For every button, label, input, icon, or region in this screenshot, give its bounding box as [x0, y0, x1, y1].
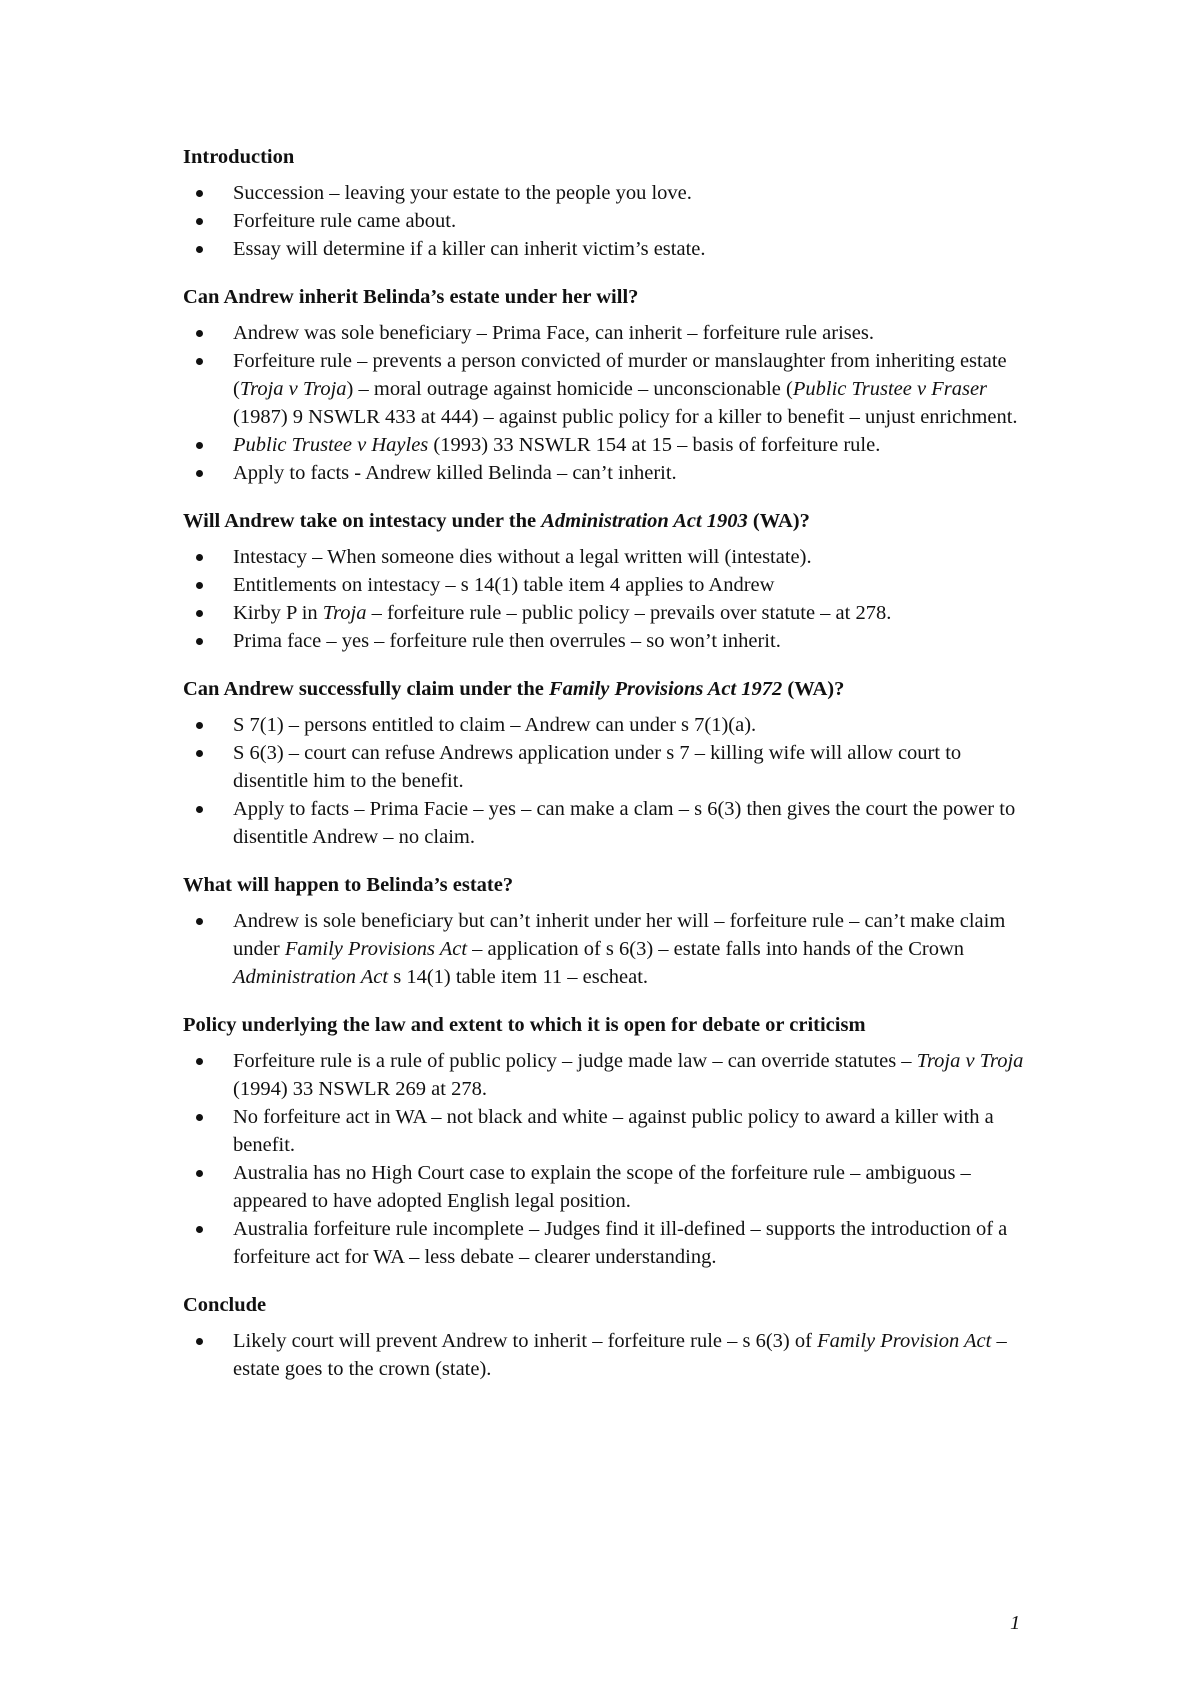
- heading-text-run: Will Andrew take on intestacy under the: [183, 510, 542, 532]
- bullet-text-run: S 7(1) – persons entitled to claim – Andrew can under s 7(1)(a).: [233, 714, 757, 736]
- section: [183, 1291, 1033, 1383]
- section: [183, 871, 1033, 991]
- bullet-list: [183, 907, 1033, 991]
- section-heading: [183, 283, 1033, 311]
- bullet-item: [183, 571, 1033, 599]
- italic-citation: Troja v Troja: [916, 1050, 1024, 1072]
- bullet-text-run: (1993) 33 NSWLR 154 at 15 – basis of forfeiture rule.: [428, 434, 881, 456]
- heading-text-run: Can Andrew inherit Belinda’s estate under her will?: [183, 286, 639, 308]
- bullet-text-run: Prima face – yes – forfeiture rule then overrules – so won’t inherit.: [233, 630, 781, 652]
- bullet-text-run: Australia forfeiture rule incomplete – Judges find it ill-defined – supports the introduction of a forfeiture act for WA – less debate – clearer understanding.: [233, 1218, 1008, 1268]
- bullet-text-run: – application of s 6(3) – estate falls into hands of the Crown: [467, 938, 965, 960]
- bullet-text-run: (1987) 9 NSWLR 433 at 444) – against public policy for a killer to benefit – unjust enrichment.: [233, 406, 1018, 428]
- heading-text-run: (WA)?: [747, 510, 810, 532]
- section-heading: [183, 507, 1033, 535]
- bullet-text-run: Forfeiture rule is a rule of public policy – judge made law – can override statutes –: [233, 1050, 917, 1072]
- heading-text-run: Introduction: [183, 146, 295, 168]
- bullet-text-run: Forfeiture rule came about.: [233, 210, 457, 232]
- bullet-dot-icon: [196, 190, 203, 197]
- bullet-text-run: Succession – leaving your estate to the people you love.: [233, 182, 692, 204]
- section: [183, 675, 1033, 851]
- italic-citation: Family Provision Act: [817, 1330, 992, 1352]
- bullet-dot-icon: [196, 218, 203, 225]
- bullet-item: [183, 179, 1033, 207]
- bullet-item: [183, 543, 1033, 571]
- bullet-dot-icon: [196, 1114, 203, 1121]
- bullet-dot-icon: [196, 246, 203, 253]
- heading-italic-run: Administration Act 1903: [541, 510, 748, 532]
- bullet-dot-icon: [196, 470, 203, 477]
- bullet-dot-icon: [196, 358, 203, 365]
- bullet-text-run: Forfeiture rule – prevents a person convicted of murder or manslaughter from inheriting estate (: [233, 350, 1007, 400]
- bullet-item: [183, 1047, 1033, 1103]
- bullet-dot-icon: [196, 1226, 203, 1233]
- bullet-text-run: Entitlements on intestacy – s 14(1) table item 4 applies to Andrew: [233, 574, 775, 596]
- bullet-item: [183, 1327, 1033, 1383]
- italic-citation: Troja: [322, 602, 367, 624]
- page-number: 1: [1010, 1612, 1021, 1634]
- bullet-text-run: Andrew is sole beneficiary but can’t inherit under her will – forfeiture rule – can’t make claim under: [233, 910, 1006, 960]
- bullet-list: [183, 179, 1033, 263]
- bullet-dot-icon: [196, 638, 203, 645]
- bullet-dot-icon: [196, 1338, 203, 1345]
- bullet-dot-icon: [196, 918, 203, 925]
- section-heading: [183, 871, 1033, 899]
- bullet-dot-icon: [196, 806, 203, 813]
- bullet-text-run: Apply to facts - Andrew killed Belinda – can’t inherit.: [233, 462, 677, 484]
- bullet-item: [183, 739, 1033, 795]
- bullet-list: [183, 711, 1033, 851]
- bullet-list: [183, 543, 1033, 655]
- section-heading: [183, 143, 1033, 171]
- heading-text-run: (WA)?: [782, 678, 845, 700]
- bullet-text-run: Apply to facts – Prima Facie – yes – can make a clam – s 6(3) then gives the court the power to disentitle Andrew – no claim.: [233, 798, 1016, 848]
- bullet-text-run: Likely court will prevent Andrew to inherit – forfeiture rule – s 6(3) of: [233, 1330, 818, 1352]
- heading-text-run: Policy underlying the law and extent to which it is open for debate or criticism: [183, 1014, 866, 1036]
- bullet-text-run: Australia has no High Court case to explain the scope of the forfeiture rule – ambiguous – appeared to have adopted English legal position.: [233, 1162, 971, 1212]
- bullet-dot-icon: [196, 330, 203, 337]
- bullet-item: [183, 907, 1033, 991]
- bullet-dot-icon: [196, 442, 203, 449]
- heading-text-run: What will happen to Belinda’s estate?: [183, 874, 514, 896]
- bullet-item: [183, 627, 1033, 655]
- bullet-item: [183, 599, 1033, 627]
- bullet-list: [183, 1047, 1033, 1271]
- bullet-item: [183, 1103, 1033, 1159]
- heading-text-run: Conclude: [183, 1294, 267, 1316]
- document-body: [183, 143, 1033, 1403]
- bullet-text-run: (1994) 33 NSWLR 269 at 278.: [233, 1078, 487, 1100]
- bullet-text-run: – forfeiture rule – public policy – prevails over statute – at 278.: [366, 602, 892, 624]
- heading-text-run: Can Andrew successfully claim under the: [183, 678, 549, 700]
- section: [183, 507, 1033, 655]
- bullet-item: [183, 207, 1033, 235]
- section: [183, 283, 1033, 487]
- bullet-dot-icon: [196, 750, 203, 757]
- bullet-item: [183, 1159, 1033, 1215]
- bullet-text-run: Kirby P in: [233, 602, 323, 624]
- bullet-text-run: Essay will determine if a killer can inherit victim’s estate.: [233, 238, 706, 260]
- bullet-dot-icon: [196, 722, 203, 729]
- bullet-text-run: Andrew was sole beneficiary – Prima Face, can inherit – forfeiture rule arises.: [233, 322, 874, 344]
- bullet-item: [183, 459, 1033, 487]
- bullet-text-run: ) – moral outrage against homicide – unconscionable (: [346, 378, 793, 400]
- heading-italic-run: Family Provisions Act 1972: [549, 678, 783, 700]
- bullet-item: [183, 347, 1033, 431]
- bullet-dot-icon: [196, 582, 203, 589]
- italic-citation: Public Trustee v Fraser: [792, 378, 988, 400]
- section: [183, 1011, 1033, 1271]
- bullet-dot-icon: [196, 610, 203, 617]
- italic-citation: Family Provisions Act: [284, 938, 468, 960]
- italic-citation: Public Trustee v Hayles: [233, 434, 429, 456]
- italic-citation: Administration Act: [233, 966, 389, 988]
- bullet-text-run: S 6(3) – court can refuse Andrews application under s 7 – killing wife will allow court to disentitle him to the benefit.: [233, 742, 962, 792]
- bullet-item: [183, 711, 1033, 739]
- bullet-dot-icon: [196, 554, 203, 561]
- bullet-item: [183, 235, 1033, 263]
- section-heading: [183, 1291, 1033, 1319]
- bullet-list: [183, 1327, 1033, 1383]
- bullet-text-run: Intestacy – When someone dies without a legal written will (intestate).: [233, 546, 812, 568]
- bullet-text-run: No forfeiture act in WA – not black and white – against public policy to award a killer with a benefit.: [233, 1106, 994, 1156]
- section-heading: [183, 1011, 1033, 1039]
- section-heading: [183, 675, 1033, 703]
- bullet-list: [183, 319, 1033, 487]
- bullet-dot-icon: [196, 1170, 203, 1177]
- bullet-item: [183, 319, 1033, 347]
- bullet-dot-icon: [196, 1058, 203, 1065]
- bullet-text-run: s 14(1) table item 11 – escheat.: [388, 966, 649, 988]
- bullet-item: [183, 1215, 1033, 1271]
- bullet-text-run: – estate goes to the crown (state).: [233, 1330, 1007, 1380]
- bullet-item: [183, 795, 1033, 851]
- section: [183, 143, 1033, 263]
- bullet-item: [183, 431, 1033, 459]
- italic-citation: Troja v Troja: [239, 378, 347, 400]
